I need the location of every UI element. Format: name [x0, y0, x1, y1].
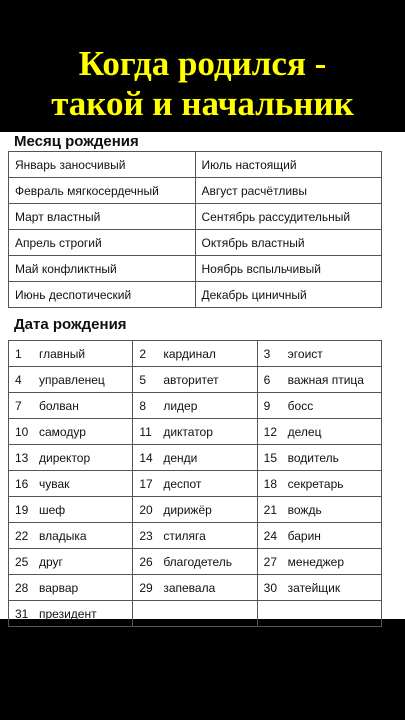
date-number: 6 — [263, 372, 271, 387]
date-cell — [9, 393, 133, 419]
date-cell — [9, 419, 133, 445]
date-cell — [9, 575, 133, 601]
date-number: 14 — [139, 450, 153, 465]
date-row — [9, 393, 382, 419]
date-cell — [9, 549, 133, 575]
date-word: секретарь — [287, 476, 344, 491]
month-row — [9, 204, 382, 230]
date-number: 22 — [15, 528, 29, 543]
date-word: деспот — [163, 476, 202, 491]
date-number: 9 — [263, 398, 271, 413]
date-table — [8, 340, 382, 627]
date-cell — [133, 445, 257, 471]
date-number: 25 — [15, 554, 29, 569]
date-row — [9, 497, 382, 523]
date-word: делец — [287, 424, 322, 439]
date-row — [9, 367, 382, 393]
date-word: диктатор — [163, 424, 213, 439]
date-word: барин — [287, 528, 321, 543]
date-cell — [257, 419, 381, 445]
date-number: 31 — [15, 606, 29, 621]
date-cell — [257, 601, 381, 627]
date-cell — [257, 393, 381, 419]
date-cell — [133, 367, 257, 393]
date-number: 27 — [263, 554, 278, 569]
month-row — [9, 282, 382, 308]
date-cell — [257, 575, 381, 601]
date-word: затейщик — [287, 580, 341, 595]
month-row — [9, 152, 382, 178]
date-number: 8 — [139, 398, 147, 413]
date-number: 18 — [263, 476, 278, 491]
month-cell: Октябрь властный — [195, 230, 382, 256]
month-cell: Ноябрь вспыльчивый — [195, 256, 382, 282]
month-cell: Сентябрь рассудительный — [195, 204, 382, 230]
month-cell: Май конфликтный — [9, 256, 196, 282]
date-number: 13 — [15, 450, 29, 465]
date-number: 7 — [15, 398, 22, 413]
date-number: 17 — [139, 476, 153, 491]
date-number: 29 — [139, 580, 153, 595]
date-number: 1 — [15, 346, 22, 361]
month-cell: Апрель строгий — [9, 230, 196, 256]
date-cell — [257, 471, 381, 497]
info-sheet — [0, 132, 405, 619]
date-number: 10 — [15, 424, 29, 439]
month-cell: Август расчётливы — [195, 178, 382, 204]
month-table — [8, 151, 382, 308]
date-number: 21 — [263, 502, 278, 517]
date-word: босс — [287, 398, 314, 413]
date-cell — [257, 367, 381, 393]
date-word: стиляга — [163, 528, 206, 543]
date-cell — [133, 419, 257, 445]
date-cell — [133, 523, 257, 549]
date-word: водитель — [287, 450, 339, 465]
date-number: 30 — [263, 580, 278, 595]
date-number: 3 — [263, 346, 271, 361]
date-word: авторитет — [163, 372, 219, 387]
date-cell — [9, 445, 133, 471]
date-row — [9, 419, 382, 445]
date-number: 12 — [263, 424, 278, 439]
date-cell — [257, 341, 381, 367]
date-cell — [133, 497, 257, 523]
date-cell — [257, 523, 381, 549]
date-cell — [9, 471, 133, 497]
date-row — [9, 549, 382, 575]
date-cell — [9, 601, 133, 627]
date-section-heading: Дата рождения — [14, 316, 127, 333]
date-row — [9, 601, 382, 627]
date-word: шеф — [39, 502, 66, 517]
date-word: вождь — [287, 502, 322, 517]
date-word: важная птица — [287, 372, 364, 387]
headline-line-2: такой и начальник — [51, 84, 354, 123]
date-number: 16 — [15, 476, 29, 491]
date-word: главный — [39, 346, 86, 361]
date-cell — [133, 601, 257, 627]
month-row — [9, 256, 382, 282]
headline-line-1: Когда родился - — [78, 44, 327, 83]
headline — [0, 44, 405, 124]
date-number: 15 — [263, 450, 278, 465]
month-cell: Март властный — [9, 204, 196, 230]
date-number: 26 — [139, 554, 153, 569]
month-cell: Июль настоящий — [195, 152, 382, 178]
date-number: 2 — [139, 346, 147, 361]
date-cell — [133, 471, 257, 497]
date-word: управленец — [39, 372, 105, 387]
date-cell — [9, 341, 133, 367]
month-cell: Февраль мягкосердечный — [9, 178, 196, 204]
date-word: президент — [39, 606, 97, 621]
date-word: денди — [163, 450, 198, 465]
month-section-heading: Месяц рождения — [14, 133, 139, 150]
date-row — [9, 575, 382, 601]
date-cell — [257, 497, 381, 523]
date-word: друг — [39, 554, 63, 569]
date-word: директор — [39, 450, 91, 465]
date-word: чувак — [39, 476, 70, 491]
month-cell: Январь заносчивый — [9, 152, 196, 178]
date-word: варвар — [39, 580, 79, 595]
date-number: 5 — [139, 372, 147, 387]
date-word: эгоист — [287, 346, 323, 361]
date-number: 19 — [15, 502, 29, 517]
date-number: 24 — [263, 528, 278, 543]
date-number: 4 — [15, 372, 22, 387]
month-row — [9, 230, 382, 256]
date-number: 23 — [139, 528, 153, 543]
date-word: запевала — [163, 580, 216, 595]
date-word: болван — [39, 398, 79, 413]
date-cell — [257, 549, 381, 575]
date-word: кардинал — [163, 346, 216, 361]
month-row — [9, 178, 382, 204]
date-cell — [9, 497, 133, 523]
date-word: благодетель — [163, 554, 233, 569]
date-row — [9, 471, 382, 497]
date-word: самодур — [39, 424, 86, 439]
date-row — [9, 523, 382, 549]
date-word: менеджер — [287, 554, 344, 569]
date-number: 20 — [139, 502, 153, 517]
date-word: владыка — [39, 528, 87, 543]
date-cell — [9, 523, 133, 549]
month-cell: Декабрь циничный — [195, 282, 382, 308]
date-cell — [133, 575, 257, 601]
date-word: лидер — [163, 398, 198, 413]
date-number: 28 — [15, 580, 29, 595]
date-row — [9, 341, 382, 367]
month-cell: Июнь деспотический — [9, 282, 196, 308]
date-row — [9, 445, 382, 471]
date-word: дирижёр — [163, 502, 212, 517]
date-cell — [133, 549, 257, 575]
date-cell — [133, 341, 257, 367]
date-cell — [257, 445, 381, 471]
date-cell — [9, 367, 133, 393]
date-number: 11 — [139, 424, 152, 439]
date-cell — [133, 393, 257, 419]
